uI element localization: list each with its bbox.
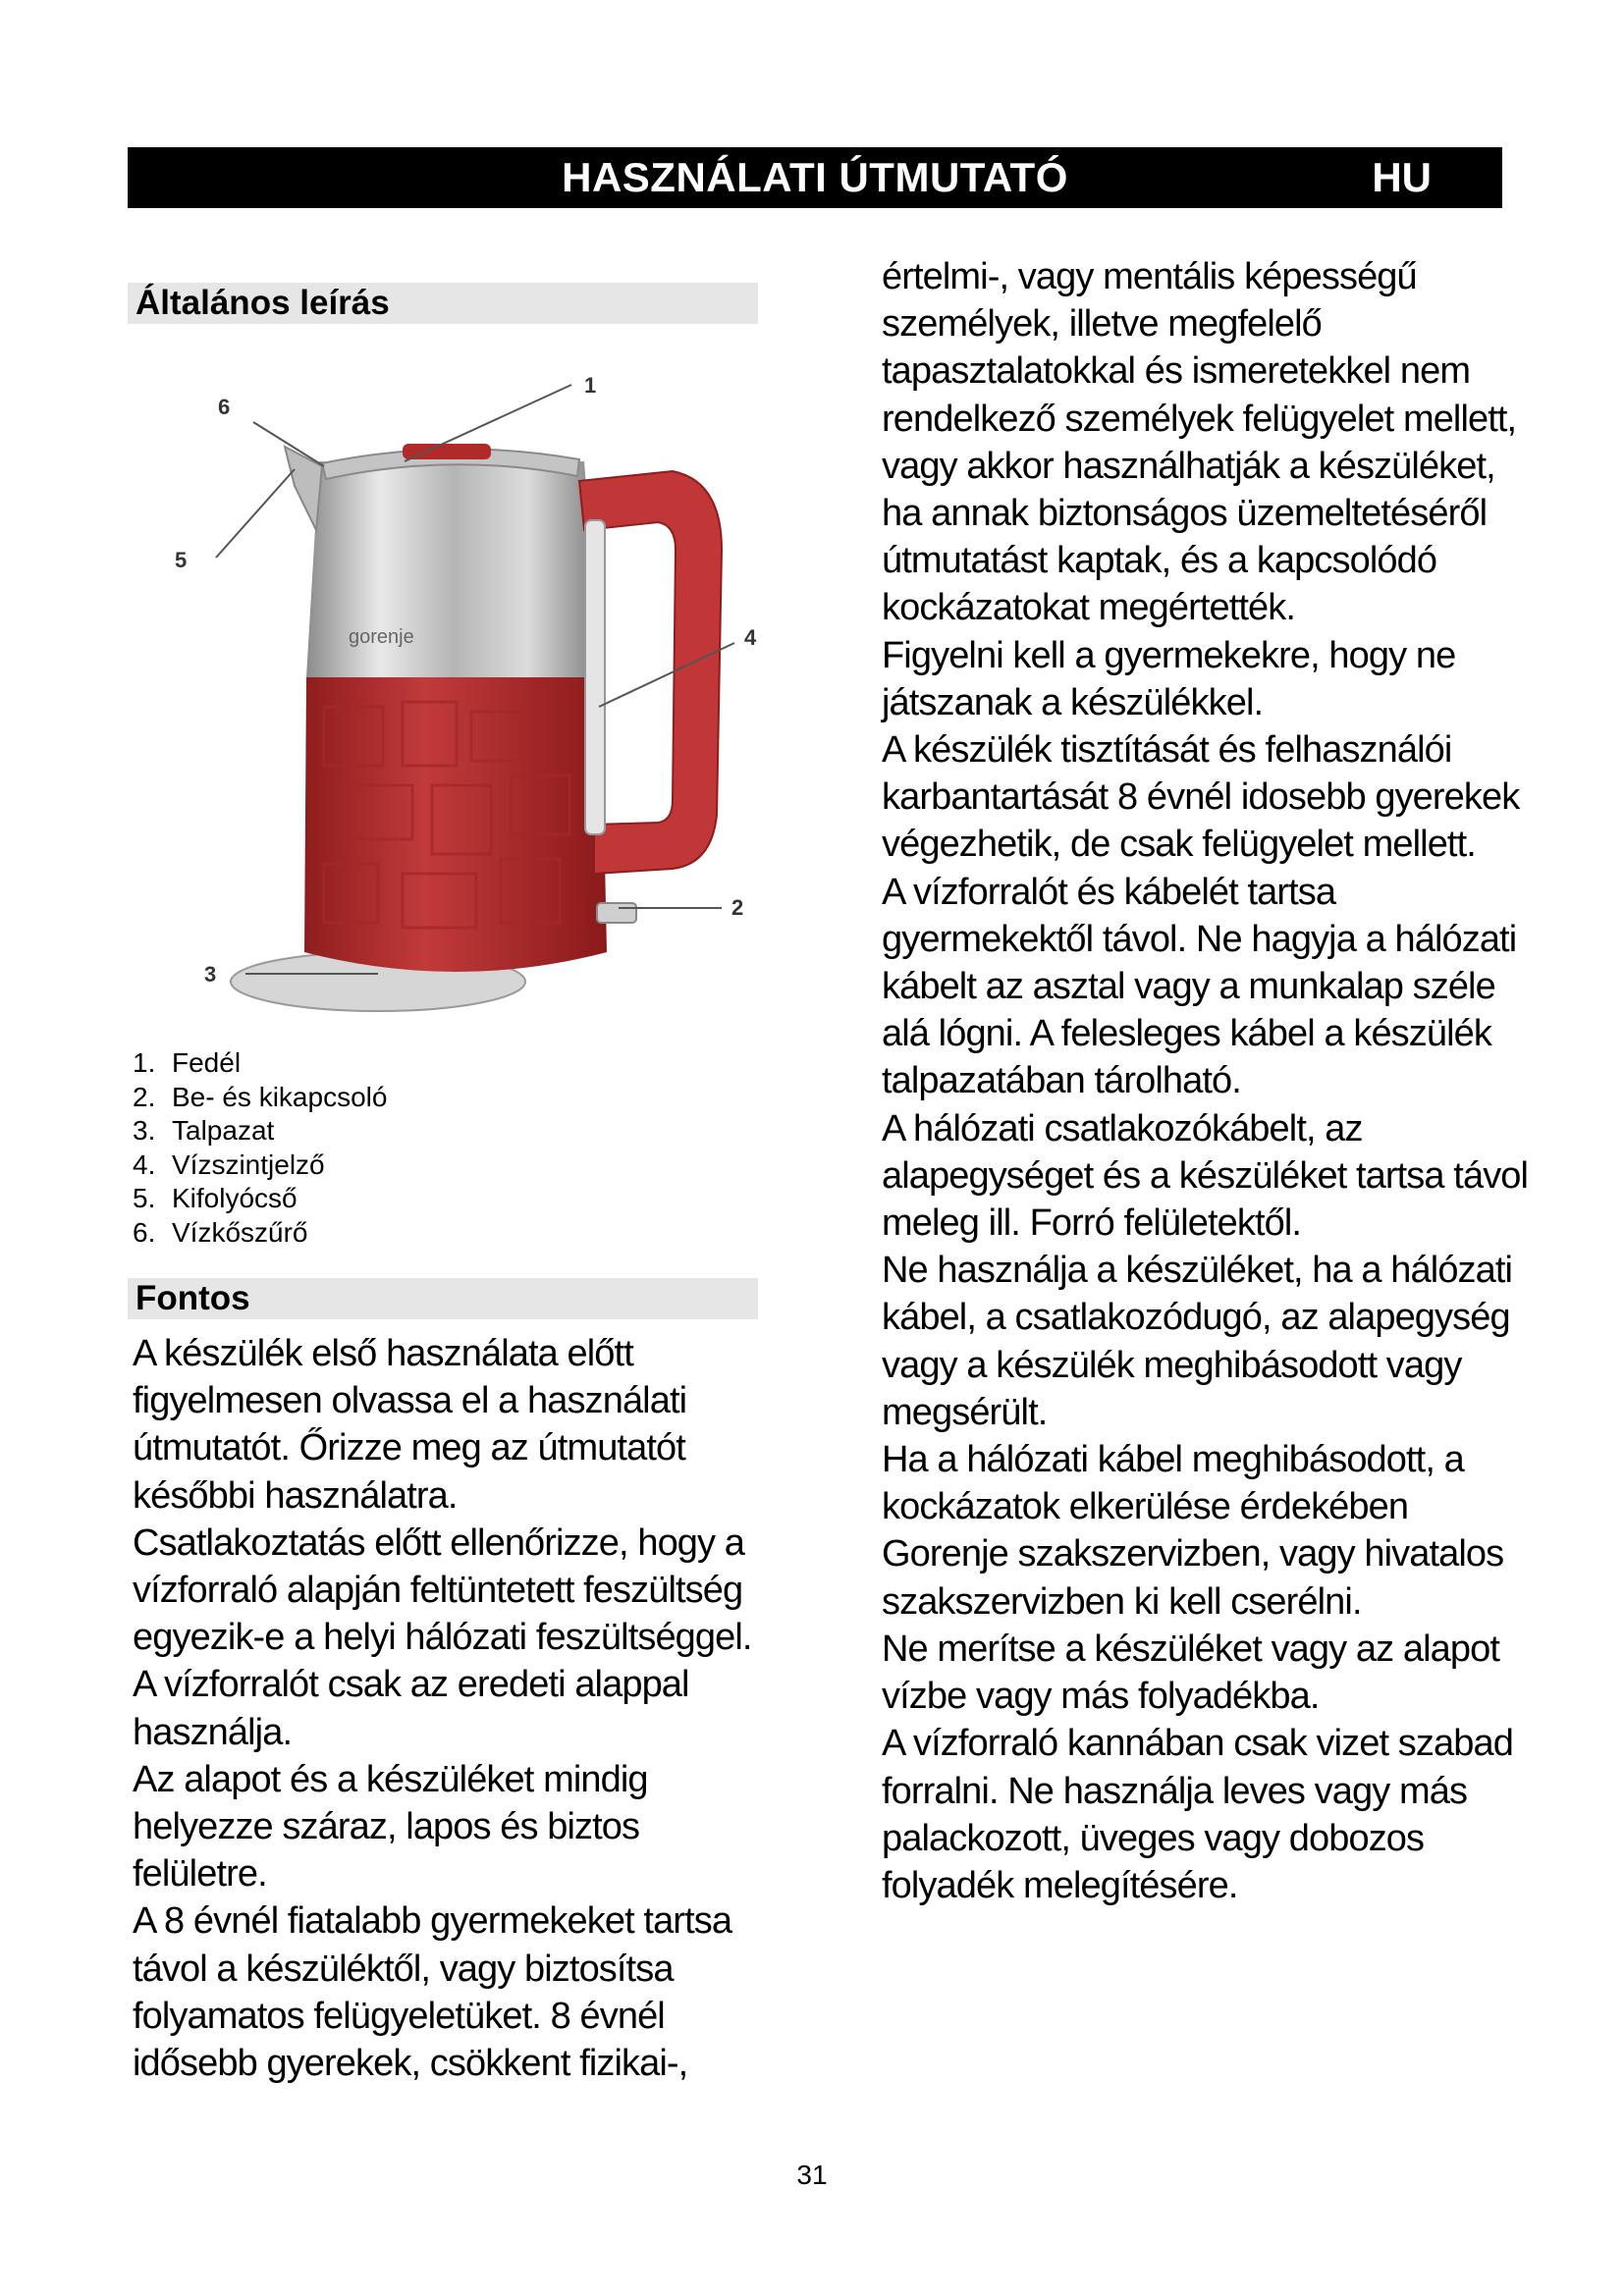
header-bar (128, 147, 1502, 208)
paragraph: A vízforralót és kábelét tartsa gyermekektől távol. Ne hagyja a hálózati kábelt az asztal vagy a munkalap széle alá lógni. A felesleges kábel a készülék talpazatában tárolható. (882, 871, 1517, 1102)
general-description-heading: Általános leírás (128, 283, 758, 324)
paragraph: Csatlakoztatás előtt ellenőrizze, hogy a vízforraló alapján feltüntetett feszültség egyezik-e a helyi hálózati feszültséggel. (133, 1522, 752, 1659)
kettle-figure (147, 353, 766, 1050)
callout-3: 3 (204, 962, 217, 987)
paragraph: A vízforraló kannában csak vizet szabad forralni. Ne használja leves vagy más palackozott, üveges vagy dobozos folyadék melegítésére. (882, 1723, 1513, 1906)
kettle-switch (597, 903, 636, 923)
parts-list (133, 1046, 387, 1250)
callout-2: 2 (731, 895, 744, 920)
right-column-text (882, 253, 1530, 1909)
page-number: 31 (796, 2160, 828, 2190)
paragraph: A hálózati csatlakozókábelt, az alapegységet és a készüléket tartsa távol meleg ill. Forró felületektől. (882, 1107, 1529, 1245)
paragraph: értelmi-, vagy mentális képességű személyek, illetve megfelelő tapasztalatokkal és ismeretekkel nem rendelkező személyek felügyelet mellett, vagy akkor használhatják a készüléket, ha annak biztonságos üzemeltetéséről útmutatást kaptak, és a kapcsolódó kockázatokat megértették. (882, 256, 1517, 629)
list-item: 1. Fedél (133, 1047, 242, 1078)
callout-4: 4 (744, 625, 757, 650)
list-item: 5. Kifolyócső (133, 1183, 298, 1213)
list-item: 6. Vízkőszűrő (133, 1216, 308, 1248)
paragraph: Ha a hálózati kábel meghibásodott, a kockázatok elkerülése érdekében Gorenje szakszervizben, vagy hivatalos szakszervizben ki kell cserélni. (882, 1439, 1504, 1623)
list-item: 4. Vízszintjelző (133, 1148, 325, 1180)
list-item: 3. Talpazat (133, 1115, 275, 1146)
kettle-spout (285, 447, 322, 530)
kettle-illustration (147, 353, 766, 1050)
left-column-text (133, 1330, 781, 2087)
paragraph: A vízforralót csak az eredeti alappal használja. (133, 1664, 689, 1753)
paragraph: Ne használja a készüléket, ha a hálózati kábel, a csatlakozódugó, az alapegység vagy a készülék meghibásodott vagy megsérült. (882, 1250, 1513, 1433)
callout-1: 1 (584, 373, 597, 398)
paragraph: Az alapot és a készüléket mindig helyezze száraz, lapos és biztos felületre. (133, 1758, 648, 1896)
language-code: HU (1372, 154, 1432, 200)
paragraph: Ne merítse a készüléket vagy az alapot vízbe vagy más folyadékba. (882, 1628, 1500, 1718)
callout-6: 6 (218, 395, 231, 419)
paragraph: Figyelni kell a gyermekekre, hogy ne játszanak a készülékkel. (882, 634, 1456, 723)
important-heading: Fontos (128, 1278, 758, 1319)
paragraph: A 8 évnél fiatalabb gyermekeket tartsa távol a készüléktől, vagy biztosítsa folyamatos felügyeletüket. 8 évnél idősebb gyerekek, csökkent fizikai-, (133, 1900, 732, 2085)
water-level-window (585, 520, 605, 834)
brand-label: gorenje (349, 626, 414, 648)
paragraph: A készülék tisztítását és felhasználói karbantartását 8 évnél idosebb gyerekek végezhetik, de csak felügyelet mellett. (882, 729, 1520, 866)
callout-5: 5 (175, 548, 188, 572)
page-title: HASZNÁLATI ÚTMUTATÓ (562, 154, 1068, 200)
list-item: 2. Be- és kikapcsoló (133, 1081, 388, 1112)
paragraph: A készülék első használata előtt figyelmesen olvassa el a használati útmutatót. Őrizze meg az útmutatót későbbi használatra. (133, 1333, 687, 1517)
